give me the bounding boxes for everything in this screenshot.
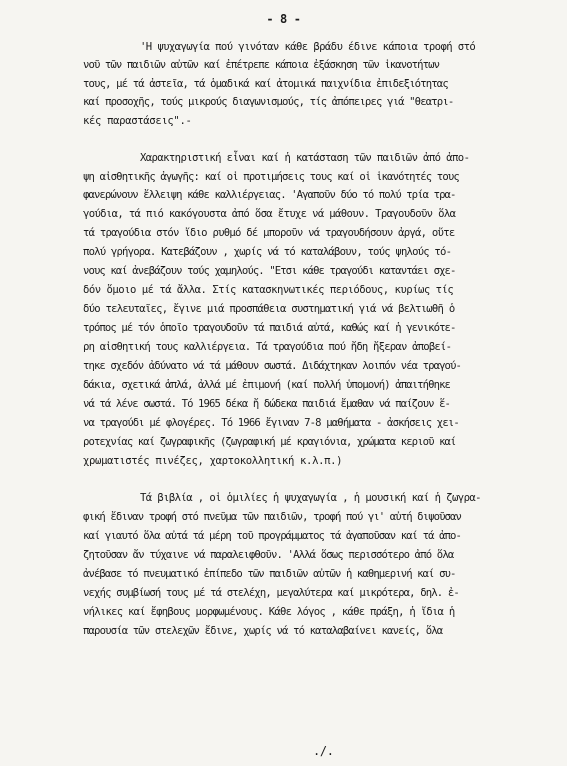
text-line: ἀνέβασε τό πνευματικό ἐπίπεδο τῶν παιδιῶν αὐτῶν ἡ καθημερινή καί συ- [83,568,456,580]
text-line: δύο τελευταῖες, ἔγινε μιά προσπάθεια συστηματική γιά νά βελτιωθῆ ὁ [83,303,455,315]
text-line: νά τά λένε σωστά. Τό 1965 δέκα ἤ δώδεκα παιδιά ἔμαθαν νά παίζουν ἕ- [83,398,451,410]
text-line: Χαρακτηριστική εἶναι καί ἡ κατάσταση τῶν παιδιῶν ἀπό ἀπο- [140,152,470,164]
text-line: νεχής συμβίωσή τους μέ τά στελέχη, μεγαλύτερα καί μικρότερα, δηλ. ἐ- [83,587,459,599]
text-line: τους, μέ τά ἀστεῖα, τά ὁμαδικά καί ἀτομικά παιχνίδια ἐπιδεξιότητας [83,78,448,90]
text-line: νήλικες καί ἔφηβους μορφωμένους. Κάθε λόγος , κάθε πράξη, ἡ ἴδια ἡ [83,606,455,618]
text-line: καί γιαυτό ὅλα αὐτά τά μέρη τοῦ προγράμματος τά ἀγαποῦσαν καί τά ἀπο- [83,530,461,542]
text-line: τρόπος μέ τόν ὁποῖο τραγουδοῦν τά παιδιά αὐτά, καθώς καί ἡ γενικότε- [83,322,456,334]
text-line: τά τραγούδια στόν ἴδιο ρυθμό δέ μποροῦν νά τραγουδήσουν ἀργά, οὔτε [83,227,455,239]
text-line: γούδια, τά πιό κακόγουστα ἀπό ὅσα ἔτυχε νά μάθουν. Τραγουδοῦν ὅλα [83,208,456,220]
text-line: παρουσία τῶν στελεχῶν ἔδινε, χωρίς νά τό καταλαβαίνει κανείς, ὅλα [83,625,443,637]
text-line: 'Η ψυχαγωγία πού γινόταν κάθε βράδυ έδινε κάποια τροφή στό [140,41,476,53]
text-line: δάκια, σχετικά ἁπλά, ἀλλά μέ ἐπιμονή (καί πολλή ὑπομονή) ἀπαιτήθηκε [83,379,451,391]
text-line: πολύ γρήγορα. Κατεβάζουν , χωρίς νά τό καταλάβουν, τούς ψηλούς τό- [83,246,452,258]
text-line: ψη αἰσθητικῆς ἀγωγῆς: καί οἱ προτιμήσεις τους καί οἱ ἱκανότητές τους [83,171,459,183]
text-line: Τά βιβλία , οἱ ὁμιλίες ἡ ψυχαγωγία , ἡ μουσική καί ἡ ζωγρα- [140,492,481,504]
text-line: φική ἔδιναν τροφή στό πνεῦμα τῶν παιδιῶν, τροφή πού γι' αὐτή διψοῦσαν [83,511,461,523]
text-line: φανερώνουν ἔλλειψη κάθε καλλιέργειας. 'Αγαποῦν δύο τό πολύ τρία τρα- [83,189,456,201]
text-line: κές παραστάσεις".- [83,115,192,127]
text-line: ροτεχνίας καί ζωγραφικῆς (ζωγραφική μέ κραγιόνια, χρώματα κεριοῦ καί [83,436,456,448]
text-line: ζητοῦσαν ἄν τύχαινε νά παραλειφθοῦν. 'Αλλά ὅσως περισσότερο ἀπό ὅλα [83,549,454,561]
text-line: χρωματιστές πινέζες, χαρτοκολλητική κ.λ.π.) [83,455,343,467]
text-line: να τραγούδι μέ φλογέρες. Τό 1966 ἔγιναν 7-8 μαθήματα - ἀσκήσεις χει- [83,417,459,429]
text-line: νοῦ τῶν παιδιῶν αὐτῶν καί ἐπέτρεπε κάποια ἐξάσκηση τῶν ἱκανοτήτων [83,59,440,71]
text-line: ρη αἰσθητική τους καλλιέργεια. Τά τραγούδια πού ἤδη ἤξεραν ἀποβεί- [83,341,452,353]
continuation-mark: ./. [313,744,334,758]
text-line: καί προσοχῆς, τούς μικρούς διαγωνισμούς, τίς ἀπόπειρες γιά "θεατρι- [83,96,454,108]
text-line: δόν ὅμοιο μέ τά ἄλλα. Στίς κατασκηνωτικές περιόδους, κυρίως τίς [83,284,454,296]
page-number: - 8 - [266,12,301,26]
text-line: νους καί ἀνεβάζουν τούς χαμηλούς. "Ετσι κάθε τραγούδι καταντάει σχε- [83,265,456,277]
text-line: τηκε σχεδόν ἀδύνατο νά τά μάθουν σωστά. Διδάχτηκαν λοιπόν νέα τραγού- [83,360,461,372]
